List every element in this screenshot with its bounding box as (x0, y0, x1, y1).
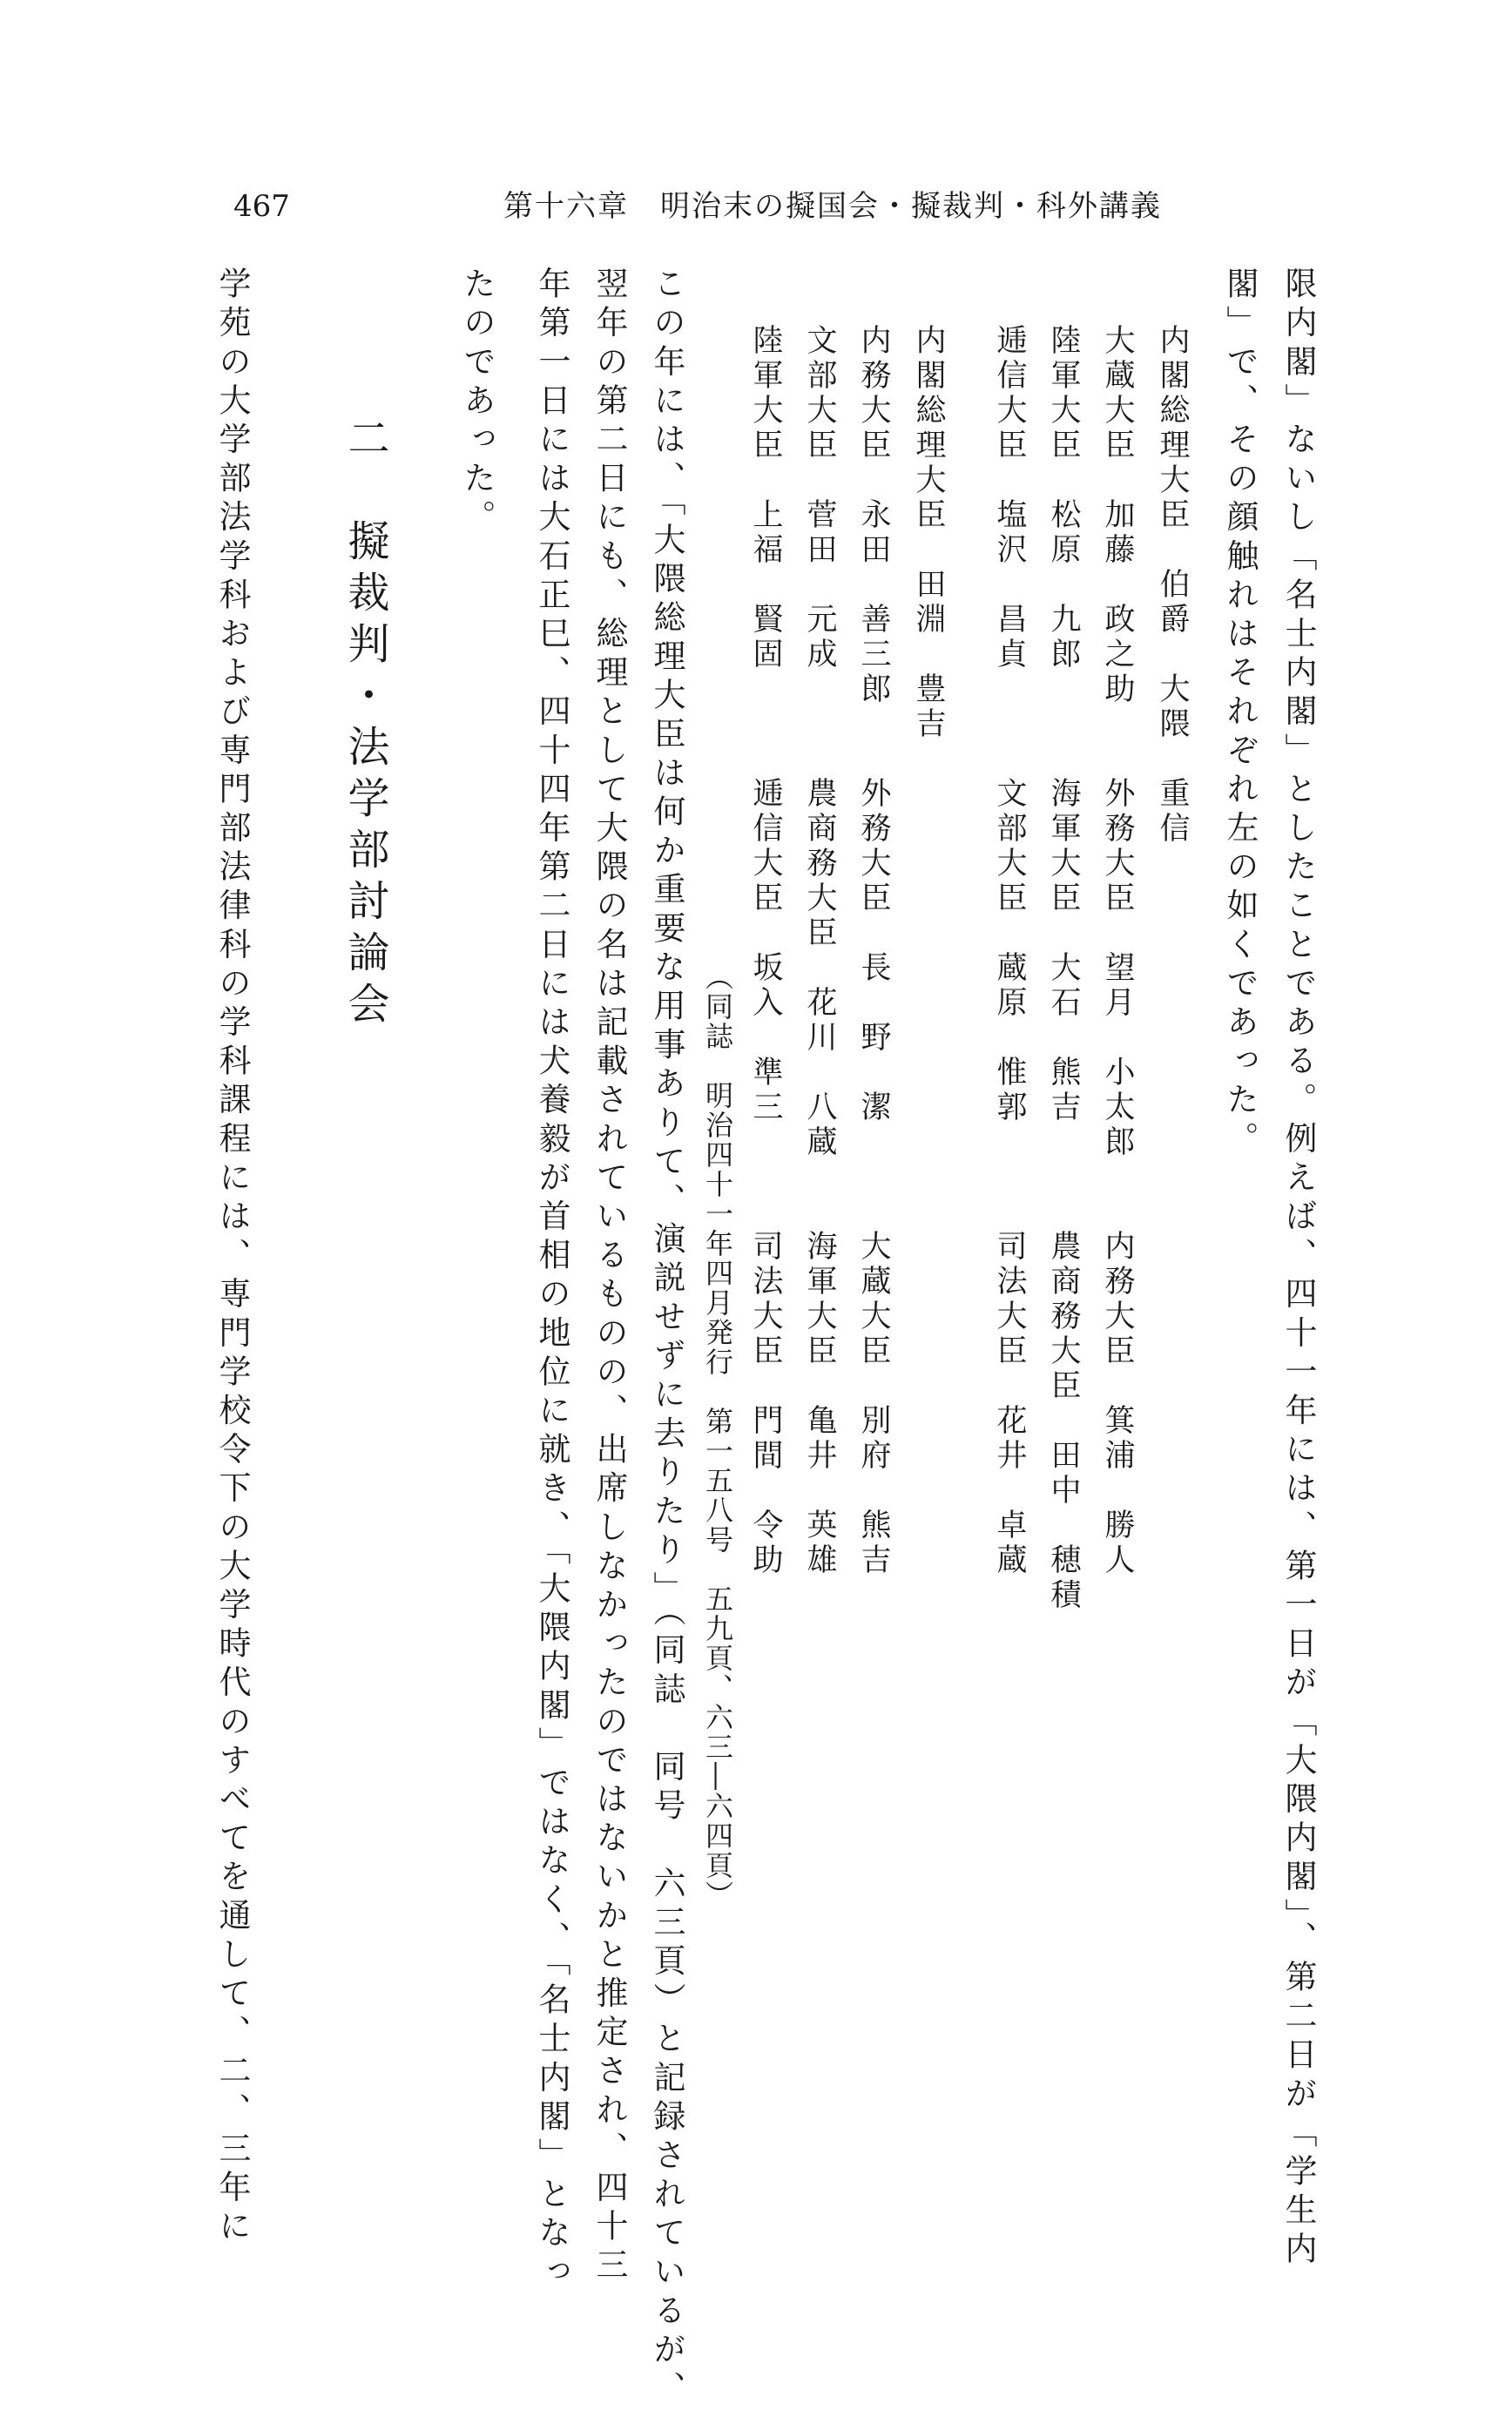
chapter-title: 第十六章 明治末の擬国会・擬裁判・科外講義 (503, 189, 1162, 224)
paragraph-line: この年には、「大隈総理大臣は何か重要な用事ありて、演説せずに去りたり」（同誌 同号 六三頁）と記録されているが、 (648, 267, 685, 2410)
paragraph-line: 翌年の第二日にも、総理として大隈の名は記載されているものの、出席しなかったのではないかと推定され、四十三 (591, 267, 628, 2287)
paragraph-line: 閣」で、その顔触れはそれぞれ左の如くであった。 (1221, 267, 1259, 1160)
cabinet-2-row: 文部大臣 菅田 元成 農商務大臣 花川 八蔵 海軍大臣 亀井 英雄 (802, 324, 837, 1578)
cabinet-1-row: 逓信大臣 塩沢 昌貞 文部大臣 蔵原 惟郭 司法大臣 花井 卓蔵 (992, 324, 1027, 1578)
cabinet-1-row: 陸軍大臣 松原 九郎 海軍大臣 大石 熊吉 農商務大臣 田中 穂積 (1046, 324, 1081, 1613)
cabinet-1-prime-minister: 内閣総理大臣 伯爵 大隈 重信 (1155, 324, 1190, 847)
cabinet-2-row: 内務大臣 永田 善三郎 外務大臣 長 野 潔 大蔵大臣 別府 熊吉 (856, 324, 891, 1578)
cabinet-2-row: 陸軍大臣 上福 賢固 逓信大臣 坂入 準三 司法大臣 門間 令助 (748, 324, 783, 1578)
paragraph-line: 限内閣」ないし「名士内閣」としたことである。例えば、四十一年には、第一日が「大隈内閣」、第二日が「学生内 (1279, 267, 1317, 2271)
cabinet-2-prime-minister: 内閣総理大臣 田淵 豊吉 (911, 324, 946, 742)
section-heading: 二 擬裁判・法学部討論会 (341, 416, 389, 1033)
paragraph-line: 年第一日には大石正巳、四十四年第二日には犬養毅が首相の地位に就き、「大隈内閣」ではなく、「名士内閣」となっ (533, 267, 570, 2293)
page-number: 467 (233, 189, 290, 224)
source-reference: （同誌 明治四十一年四月発行 第一五八号 五九頁、六三―六四頁） (701, 962, 734, 1910)
cabinet-1-row: 大蔵大臣 加藤 政之助 外務大臣 望月 小太郎 内務大臣 箕浦 勝人 (1100, 324, 1135, 1578)
paragraph-line: 学苑の大学部法学科および専門部法律科の学科課程には、専門学校令下の大学時代のすべてを通して、二、三年に (213, 267, 251, 2248)
paragraph-line: たのであった。 (458, 267, 496, 539)
